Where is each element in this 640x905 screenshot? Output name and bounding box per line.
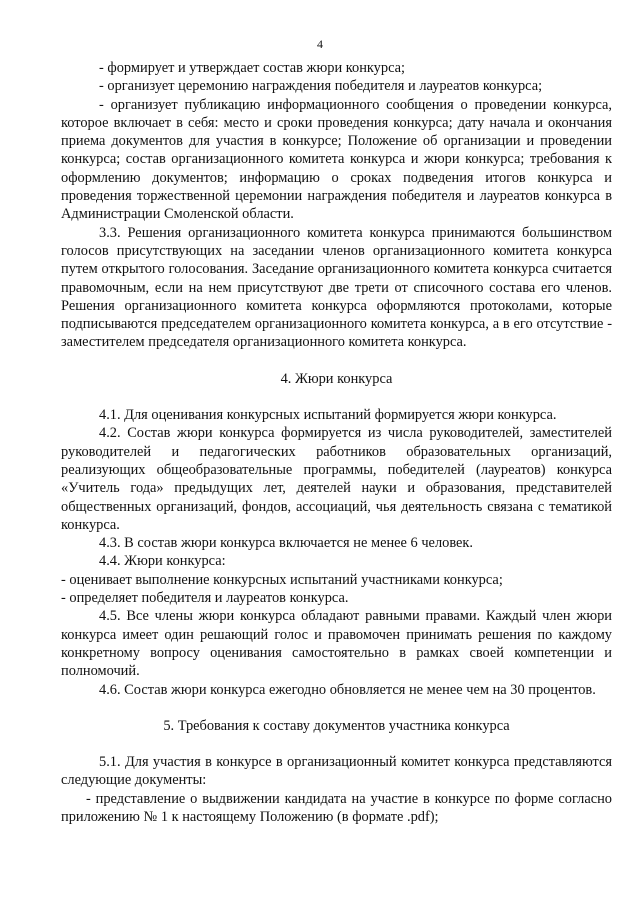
paragraph-4-1: 4.1. Для оценивания конкурсных испытаний формируется жюри конкурса. — [99, 407, 557, 424]
paragraph-4-6: 4.6. Состав жюри конкурса ежегодно обновляется не менее чем на 30 процентов. — [99, 681, 596, 698]
page-number: 4 — [317, 37, 323, 51]
list-item: - организует церемонию награждения победителя и лауреатов конкурса; — [99, 78, 543, 95]
list-item: - организует публикацию информационного сообщения о проведении конкурса, которое включает в себя: место и сроки проведения конкурса; дату начала и окончания приема документов для участия в конкурсе; Положение об организации и проведении конкурса; состав организационного комитета конкурса и жюри конкурса; требования к оформлению документов; информацию о сроках подведения итогов конкурса и проведения торжественной церемонии награждения победителя и лауреатов конкурса в Администрации Смоленской области. — [61, 96, 612, 223]
paragraph-4-4: 4.4. Жюри конкурса: — [99, 553, 226, 570]
paragraph-4-2: 4.2. Состав жюри конкурса формируется из числа руководителей, заместителей руководителей и педагогических работников образовательных организаций, реализующих общеобразовательные программы, победителей (лауреатов) конкурса «Учитель года» предыдущих лет, деятелей науки и образования, представителей общественных организаций, фондов, ассоциаций, чья деятельность связана с тематикой конкурса. — [61, 425, 612, 533]
paragraph-4-3: 4.3. В состав жюри конкурса включается не менее 6 человек. — [99, 535, 474, 552]
document-body — [61, 59, 612, 826]
paragraph-5-1: 5.1. Для участия в конкурсе в организационный комитет конкурса представляются следующие документы: — [61, 754, 612, 789]
paragraph-4-5: 4.5. Все члены жюри конкурса обладают равными правами. Каждый член жюри конкурса имеет один решающий голос и правомочен принимать решения по каждому конкретному вопросу оценивания самостоятельно в рамках своей компетенции и полномочий. — [61, 608, 612, 680]
paragraph-3-3: 3.3. Решения организационного комитета конкурса принимаются большинством голосов присутствующих на заседании членов организационного комитета конкурса путем открытого голосования. Заседание организационного комитета конкурса считается правомочным, если на нем присутствуют две трети от списочного состава его членов. Решения организационного комитета конкурса оформляются протоколами, которые подписываются председателем организационного комитета конкурса, а в его отсутствие - заместителем председателя организационного комитета конкурса. — [61, 224, 612, 351]
list-item: - представление о выдвижении кандидата на участие в конкурсе по форме согласно приложению № 1 к настоящему Положению (в формате .pdf); — [61, 790, 612, 825]
section-4-heading: 4. Жюри конкурса — [280, 370, 393, 387]
list-item: - оценивает выполнение конкурсных испытаний участниками конкурса; — [61, 571, 503, 588]
list-item: - формирует и утверждает состав жюри конкурса; — [99, 60, 406, 76]
list-item: - определяет победителя и лауреатов конкурса. — [61, 590, 349, 607]
section-5-heading: 5. Требования к составу документов участника конкурса — [163, 717, 510, 734]
